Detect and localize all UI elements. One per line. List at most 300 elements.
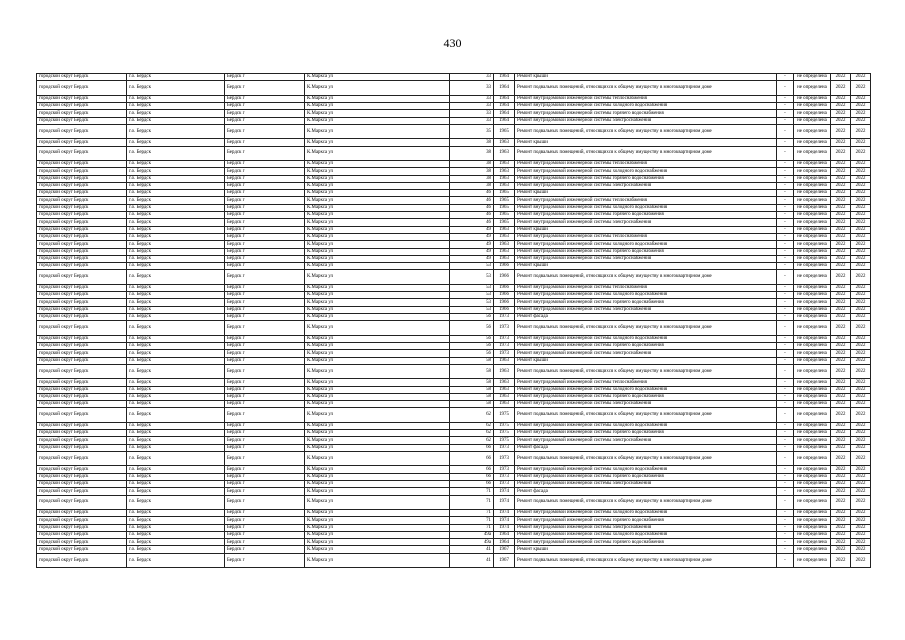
city-cell: Бердск г bbox=[225, 517, 305, 524]
house-number-cell: 62 bbox=[450, 430, 494, 437]
plan-year-cell: 2022 bbox=[831, 299, 851, 306]
plan-year-cell: 2022 bbox=[831, 117, 851, 124]
settlement-cell: г.о. Бердск bbox=[127, 452, 225, 466]
plan-year-cell: 2022 bbox=[831, 241, 851, 248]
settlement-cell: г.о. Бердск bbox=[127, 430, 225, 437]
settlement-cell: г.о. Бердск bbox=[127, 95, 225, 102]
table-body bbox=[37, 74, 871, 568]
end-year-cell: 2022 bbox=[851, 175, 871, 182]
year-cell: 1963 bbox=[494, 182, 515, 189]
work-type-cell: Ремонт внутридомовой инженерной системы горячего водоснабжения bbox=[515, 342, 777, 349]
dash-cell: - bbox=[777, 481, 794, 488]
plan-year-cell: 2022 bbox=[831, 263, 851, 270]
settlement-cell: г.о. Бердск bbox=[127, 342, 225, 349]
dash-cell: - bbox=[777, 509, 794, 516]
end-year-cell: 2022 bbox=[851, 408, 871, 422]
settlement-cell: г.о. Бердск bbox=[127, 124, 225, 138]
plan-year-cell: 2022 bbox=[831, 146, 851, 160]
dash-cell: - bbox=[777, 488, 794, 495]
table-row bbox=[37, 117, 871, 124]
house-number-cell: 71 bbox=[450, 524, 494, 531]
table-row bbox=[37, 524, 871, 531]
city-cell: Бердск г bbox=[225, 364, 305, 378]
dash-cell: - bbox=[777, 364, 794, 378]
year-cell: 1967 bbox=[494, 553, 515, 567]
dash-cell: - bbox=[777, 313, 794, 320]
dash-cell: - bbox=[777, 197, 794, 204]
table-row bbox=[37, 241, 871, 248]
street-cell: К.Маркса ул bbox=[305, 182, 450, 189]
year-cell: 1963 bbox=[494, 364, 515, 378]
house-number-cell: 71 bbox=[450, 517, 494, 524]
plan-year-cell: 2022 bbox=[831, 524, 851, 531]
dash-cell: - bbox=[777, 248, 794, 255]
cost-cell: не определена bbox=[794, 139, 831, 146]
municipality-cell: городской округ Бердск bbox=[37, 408, 127, 422]
municipality-cell: городской округ Бердск bbox=[37, 226, 127, 233]
street-cell: К.Маркса ул bbox=[305, 437, 450, 444]
cost-cell: не определена bbox=[794, 517, 831, 524]
cost-cell: не определена bbox=[794, 74, 831, 81]
table-row bbox=[37, 495, 871, 509]
plan-year-cell: 2022 bbox=[831, 226, 851, 233]
plan-year-cell: 2022 bbox=[831, 204, 851, 211]
street-cell: К.Маркса ул bbox=[305, 546, 450, 553]
municipality-cell: городской округ Бердск bbox=[37, 212, 127, 219]
end-year-cell: 2022 bbox=[851, 321, 871, 335]
dash-cell: - bbox=[777, 466, 794, 473]
street-cell: К.Маркса ул bbox=[305, 422, 450, 429]
dash-cell: - bbox=[777, 190, 794, 197]
dash-cell: - bbox=[777, 553, 794, 567]
table-row bbox=[37, 204, 871, 211]
city-cell: Бердск г bbox=[225, 241, 305, 248]
city-cell: Бердск г bbox=[225, 175, 305, 182]
street-cell: К.Маркса ул bbox=[305, 190, 450, 197]
settlement-cell: г.о. Бердск bbox=[127, 495, 225, 509]
street-cell: К.Маркса ул bbox=[305, 517, 450, 524]
work-type-cell: Ремонт крыши bbox=[515, 546, 777, 553]
year-cell: 1975 bbox=[494, 437, 515, 444]
house-number-cell: 38 bbox=[450, 146, 494, 160]
cost-cell: не определена bbox=[794, 241, 831, 248]
work-type-cell: Ремонт внутридомовой инженерной системы электроснабжения bbox=[515, 306, 777, 313]
work-type-cell: Ремонт крыши bbox=[515, 226, 777, 233]
plan-year-cell: 2022 bbox=[831, 379, 851, 386]
work-type-cell: Ремонт внутридомовой инженерной системы горячего водоснабжения bbox=[515, 517, 777, 524]
house-number-cell: 49 bbox=[450, 226, 494, 233]
cost-cell: не определена bbox=[794, 263, 831, 270]
end-year-cell: 2022 bbox=[851, 255, 871, 262]
dash-cell: - bbox=[777, 204, 794, 211]
year-cell: 1963 bbox=[494, 241, 515, 248]
settlement-cell: г.о. Бердск bbox=[127, 401, 225, 408]
city-cell: Бердск г bbox=[225, 531, 305, 538]
city-cell: Бердск г bbox=[225, 212, 305, 219]
table-row bbox=[37, 233, 871, 240]
work-type-cell: Ремонт внутридомовой инженерной системы горячего водоснабжения bbox=[515, 393, 777, 400]
cost-cell: не определена bbox=[794, 321, 831, 335]
municipality-cell: городской округ Бердск bbox=[37, 284, 127, 291]
end-year-cell: 2022 bbox=[851, 335, 871, 342]
house-number-cell: 71 bbox=[450, 509, 494, 516]
table-row bbox=[37, 263, 871, 270]
cost-cell: не определена bbox=[794, 524, 831, 531]
house-number-cell: 33 bbox=[450, 95, 494, 102]
municipality-cell: городской округ Бердск bbox=[37, 452, 127, 466]
city-cell: Бердск г bbox=[225, 401, 305, 408]
work-type-cell: Ремонт внутридомовой инженерной системы горячего водоснабжения bbox=[515, 473, 777, 480]
city-cell: Бердск г bbox=[225, 284, 305, 291]
settlement-cell: г.о. Бердск bbox=[127, 350, 225, 357]
city-cell: Бердск г bbox=[225, 495, 305, 509]
table-row bbox=[37, 531, 871, 538]
end-year-cell: 2022 bbox=[851, 117, 871, 124]
table-row bbox=[37, 350, 871, 357]
work-type-cell: Ремонт крыши bbox=[515, 139, 777, 146]
city-cell: Бердск г bbox=[225, 233, 305, 240]
table-row bbox=[37, 509, 871, 516]
cost-cell: не определена bbox=[794, 430, 831, 437]
settlement-cell: г.о. Бердск bbox=[127, 284, 225, 291]
municipality-cell: городской округ Бердск bbox=[37, 524, 127, 531]
year-cell: 1963 bbox=[494, 379, 515, 386]
house-number-cell: 38 bbox=[450, 182, 494, 189]
municipality-cell: городской округ Бердск bbox=[37, 350, 127, 357]
settlement-cell: г.о. Бердск bbox=[127, 160, 225, 167]
year-cell: 1973 bbox=[494, 481, 515, 488]
dash-cell: - bbox=[777, 386, 794, 393]
work-type-cell: Ремонт внутридомовой инженерной системы электроснабжения bbox=[515, 219, 777, 226]
settlement-cell: г.о. Бердск bbox=[127, 357, 225, 364]
end-year-cell: 2022 bbox=[851, 204, 871, 211]
year-cell: 1973 bbox=[494, 321, 515, 335]
table-row bbox=[37, 219, 871, 226]
plan-year-cell: 2022 bbox=[831, 350, 851, 357]
municipality-cell: городской округ Бердск bbox=[37, 364, 127, 378]
table-row bbox=[37, 270, 871, 284]
end-year-cell: 2022 bbox=[851, 452, 871, 466]
cost-cell: не определена bbox=[794, 212, 831, 219]
street-cell: К.Маркса ул bbox=[305, 263, 450, 270]
municipality-cell: городской округ Бердск bbox=[37, 495, 127, 509]
plan-year-cell: 2022 bbox=[831, 546, 851, 553]
end-year-cell: 2022 bbox=[851, 444, 871, 451]
house-number-cell: 53 bbox=[450, 270, 494, 284]
plan-year-cell: 2022 bbox=[831, 292, 851, 299]
street-cell: К.Маркса ул bbox=[305, 452, 450, 466]
year-cell: 1974 bbox=[494, 524, 515, 531]
table-row bbox=[37, 539, 871, 546]
table-row bbox=[37, 481, 871, 488]
plan-year-cell: 2022 bbox=[831, 539, 851, 546]
year-cell: 1974 bbox=[494, 488, 515, 495]
settlement-cell: г.о. Бердск bbox=[127, 241, 225, 248]
plan-year-cell: 2022 bbox=[831, 444, 851, 451]
cost-cell: не определена bbox=[794, 146, 831, 160]
city-cell: Бердск г bbox=[225, 335, 305, 342]
street-cell: К.Маркса ул bbox=[305, 204, 450, 211]
work-type-cell: Ремонт фасада bbox=[515, 488, 777, 495]
end-year-cell: 2022 bbox=[851, 219, 871, 226]
house-number-cell: 53 bbox=[450, 306, 494, 313]
plan-year-cell: 2022 bbox=[831, 357, 851, 364]
end-year-cell: 2022 bbox=[851, 364, 871, 378]
table-row bbox=[37, 357, 871, 364]
cost-cell: не определена bbox=[794, 102, 831, 109]
settlement-cell: г.о. Бердск bbox=[127, 226, 225, 233]
settlement-cell: г.о. Бердск bbox=[127, 393, 225, 400]
street-cell: К.Маркса ул bbox=[305, 509, 450, 516]
settlement-cell: г.о. Бердск bbox=[127, 488, 225, 495]
settlement-cell: г.о. Бердск bbox=[127, 379, 225, 386]
dash-cell: - bbox=[777, 146, 794, 160]
end-year-cell: 2022 bbox=[851, 284, 871, 291]
dash-cell: - bbox=[777, 531, 794, 538]
work-type-cell: Ремонт внутридомовой инженерной системы теплоснабжения bbox=[515, 379, 777, 386]
city-cell: Бердск г bbox=[225, 270, 305, 284]
street-cell: К.Маркса ул bbox=[305, 74, 450, 81]
end-year-cell: 2022 bbox=[851, 313, 871, 320]
dash-cell: - bbox=[777, 321, 794, 335]
settlement-cell: г.о. Бердск bbox=[127, 466, 225, 473]
street-cell: К.Маркса ул bbox=[305, 299, 450, 306]
table-row bbox=[37, 292, 871, 299]
house-number-cell: 49а bbox=[450, 531, 494, 538]
settlement-cell: г.о. Бердск bbox=[127, 168, 225, 175]
street-cell: К.Маркса ул bbox=[305, 364, 450, 378]
year-cell: 1966 bbox=[494, 306, 515, 313]
settlement-cell: г.о. Бердск bbox=[127, 531, 225, 538]
year-cell: 1974 bbox=[494, 517, 515, 524]
street-cell: К.Маркса ул bbox=[305, 524, 450, 531]
table-row bbox=[37, 401, 871, 408]
city-cell: Бердск г bbox=[225, 139, 305, 146]
dash-cell: - bbox=[777, 299, 794, 306]
year-cell: 1966 bbox=[494, 270, 515, 284]
table-row bbox=[37, 452, 871, 466]
municipality-cell: городской округ Бердск bbox=[37, 342, 127, 349]
work-type-cell: Ремонт подвальных помещений, относящихся к общему имуществу в многоквартирном доме bbox=[515, 452, 777, 466]
street-cell: К.Маркса ул bbox=[305, 270, 450, 284]
city-cell: Бердск г bbox=[225, 204, 305, 211]
street-cell: К.Маркса ул bbox=[305, 110, 450, 117]
work-type-cell: Ремонт внутридомовой инженерной системы теплоснабжения bbox=[515, 233, 777, 240]
dash-cell: - bbox=[777, 306, 794, 313]
cost-cell: не определена bbox=[794, 408, 831, 422]
end-year-cell: 2022 bbox=[851, 422, 871, 429]
settlement-cell: г.о. Бердск bbox=[127, 335, 225, 342]
dash-cell: - bbox=[777, 117, 794, 124]
settlement-cell: г.о. Бердск bbox=[127, 313, 225, 320]
plan-year-cell: 2022 bbox=[831, 74, 851, 81]
house-number-cell: 49 bbox=[450, 255, 494, 262]
settlement-cell: г.о. Бердск bbox=[127, 509, 225, 516]
year-cell: 1964 bbox=[494, 110, 515, 117]
city-cell: Бердск г bbox=[225, 160, 305, 167]
year-cell: 1975 bbox=[494, 422, 515, 429]
city-cell: Бердск г bbox=[225, 466, 305, 473]
year-cell: 1963 bbox=[494, 226, 515, 233]
city-cell: Бердск г bbox=[225, 386, 305, 393]
settlement-cell: г.о. Бердск bbox=[127, 212, 225, 219]
page-number: 430 bbox=[443, 36, 462, 50]
dash-cell: - bbox=[777, 175, 794, 182]
work-type-cell: Ремонт подвальных помещений, относящихся к общему имуществу в многоквартирном доме bbox=[515, 495, 777, 509]
work-type-cell: Ремонт внутридомовой инженерной системы теплоснабжения bbox=[515, 95, 777, 102]
table-row bbox=[37, 466, 871, 473]
year-cell: 1963 bbox=[494, 168, 515, 175]
municipality-cell: городской округ Бердск bbox=[37, 299, 127, 306]
street-cell: К.Маркса ул bbox=[305, 212, 450, 219]
city-cell: Бердск г bbox=[225, 350, 305, 357]
municipality-cell: городской округ Бердск bbox=[37, 124, 127, 138]
dash-cell: - bbox=[777, 263, 794, 270]
city-cell: Бердск г bbox=[225, 481, 305, 488]
dash-cell: - bbox=[777, 335, 794, 342]
street-cell: К.Маркса ул bbox=[305, 430, 450, 437]
work-type-cell: Ремонт подвальных помещений, относящихся к общему имуществу в многоквартирном доме bbox=[515, 124, 777, 138]
street-cell: К.Маркса ул bbox=[305, 481, 450, 488]
city-cell: Бердск г bbox=[225, 437, 305, 444]
settlement-cell: г.о. Бердск bbox=[127, 110, 225, 117]
dash-cell: - bbox=[777, 102, 794, 109]
house-number-cell: 56 bbox=[450, 321, 494, 335]
cost-cell: не определена bbox=[794, 248, 831, 255]
dash-cell: - bbox=[777, 357, 794, 364]
dash-cell: - bbox=[777, 160, 794, 167]
dash-cell: - bbox=[777, 74, 794, 81]
city-cell: Бердск г bbox=[225, 379, 305, 386]
house-number-cell: 38 bbox=[450, 168, 494, 175]
cost-cell: не определена bbox=[794, 219, 831, 226]
plan-year-cell: 2022 bbox=[831, 408, 851, 422]
street-cell: К.Маркса ул bbox=[305, 124, 450, 138]
dash-cell: - bbox=[777, 95, 794, 102]
dash-cell: - bbox=[777, 430, 794, 437]
municipality-cell: городской округ Бердск bbox=[37, 241, 127, 248]
cost-cell: не определена bbox=[794, 233, 831, 240]
settlement-cell: г.о. Бердск bbox=[127, 408, 225, 422]
cost-cell: не определена bbox=[794, 117, 831, 124]
house-number-cell: 33 bbox=[450, 117, 494, 124]
plan-year-cell: 2022 bbox=[831, 110, 851, 117]
table-row bbox=[37, 110, 871, 117]
municipality-cell: городской округ Бердск bbox=[37, 160, 127, 167]
street-cell: К.Маркса ул bbox=[305, 473, 450, 480]
dash-cell: - bbox=[777, 233, 794, 240]
dash-cell: - bbox=[777, 546, 794, 553]
street-cell: К.Маркса ул bbox=[305, 444, 450, 451]
street-cell: К.Маркса ул bbox=[305, 284, 450, 291]
city-cell: Бердск г bbox=[225, 524, 305, 531]
cost-cell: не определена bbox=[794, 350, 831, 357]
municipality-cell: городской округ Бердск bbox=[37, 509, 127, 516]
municipality-cell: городской округ Бердск bbox=[37, 313, 127, 320]
city-cell: Бердск г bbox=[225, 321, 305, 335]
settlement-cell: г.о. Бердск bbox=[127, 248, 225, 255]
year-cell: 1963 bbox=[494, 160, 515, 167]
plan-year-cell: 2022 bbox=[831, 342, 851, 349]
street-cell: К.Маркса ул bbox=[305, 393, 450, 400]
year-cell: 1963 bbox=[494, 139, 515, 146]
house-number-cell: 66 bbox=[450, 466, 494, 473]
street-cell: К.Маркса ул bbox=[305, 466, 450, 473]
end-year-cell: 2022 bbox=[851, 481, 871, 488]
city-cell: Бердск г bbox=[225, 444, 305, 451]
plan-year-cell: 2022 bbox=[831, 313, 851, 320]
municipality-cell: городской округ Бердск bbox=[37, 546, 127, 553]
cost-cell: не определена bbox=[794, 313, 831, 320]
municipality-cell: городской округ Бердск bbox=[37, 146, 127, 160]
work-type-cell: Ремонт внутридомовой инженерной системы электроснабжения bbox=[515, 401, 777, 408]
house-number-cell: 46 bbox=[450, 212, 494, 219]
municipality-cell: городской округ Бердск bbox=[37, 175, 127, 182]
street-cell: К.Маркса ул bbox=[305, 350, 450, 357]
house-number-cell: 56 bbox=[450, 342, 494, 349]
dash-cell: - bbox=[777, 524, 794, 531]
work-type-cell: Ремонт внутридомовой инженерной системы холодного водоснабжения bbox=[515, 241, 777, 248]
municipality-cell: городской округ Бердск bbox=[37, 263, 127, 270]
table-row bbox=[37, 473, 871, 480]
end-year-cell: 2022 bbox=[851, 124, 871, 138]
cost-cell: не определена bbox=[794, 168, 831, 175]
work-type-cell: Ремонт внутридомовой инженерной системы горячего водоснабжения bbox=[515, 430, 777, 437]
year-cell: 1966 bbox=[494, 299, 515, 306]
year-cell: 1967 bbox=[494, 546, 515, 553]
work-type-cell: Ремонт внутридомовой инженерной системы холодного водоснабжения bbox=[515, 292, 777, 299]
settlement-cell: г.о. Бердск bbox=[127, 321, 225, 335]
settlement-cell: г.о. Бердск bbox=[127, 255, 225, 262]
year-cell: 1973 bbox=[494, 313, 515, 320]
house-number-cell: 33 bbox=[450, 110, 494, 117]
house-number-cell: 33 bbox=[450, 74, 494, 81]
work-type-cell: Ремонт внутридомовой инженерной системы холодного водоснабжения bbox=[515, 509, 777, 516]
plan-year-cell: 2022 bbox=[831, 437, 851, 444]
municipality-cell: городской округ Бердск bbox=[37, 335, 127, 342]
city-cell: Бердск г bbox=[225, 342, 305, 349]
dash-cell: - bbox=[777, 226, 794, 233]
table-row bbox=[37, 248, 871, 255]
plan-year-cell: 2022 bbox=[831, 452, 851, 466]
end-year-cell: 2022 bbox=[851, 495, 871, 509]
house-number-cell: 56 bbox=[450, 350, 494, 357]
plan-year-cell: 2022 bbox=[831, 495, 851, 509]
year-cell: 1964 bbox=[494, 531, 515, 538]
work-type-cell: Ремонт внутридомовой инженерной системы горячего водоснабжения bbox=[515, 539, 777, 546]
municipality-cell: городской округ Бердск bbox=[37, 248, 127, 255]
street-cell: К.Маркса ул bbox=[305, 488, 450, 495]
table-row bbox=[37, 488, 871, 495]
municipality-cell: городской округ Бердск bbox=[37, 481, 127, 488]
year-cell: 1963 bbox=[494, 233, 515, 240]
house-number-cell: 49 bbox=[450, 248, 494, 255]
end-year-cell: 2022 bbox=[851, 473, 871, 480]
work-type-cell: Ремонт подвальных помещений, относящихся к общему имуществу в многоквартирном доме bbox=[515, 321, 777, 335]
cost-cell: не определена bbox=[794, 182, 831, 189]
cost-cell: не определена bbox=[794, 531, 831, 538]
house-number-cell: 41 bbox=[450, 553, 494, 567]
cost-cell: не определена bbox=[794, 226, 831, 233]
street-cell: К.Маркса ул bbox=[305, 386, 450, 393]
street-cell: К.Маркса ул bbox=[305, 241, 450, 248]
house-number-cell: 66 bbox=[450, 452, 494, 466]
plan-year-cell: 2022 bbox=[831, 306, 851, 313]
end-year-cell: 2022 bbox=[851, 546, 871, 553]
end-year-cell: 2022 bbox=[851, 139, 871, 146]
work-type-cell: Ремонт внутридомовой инженерной системы холодного водоснабжения bbox=[515, 386, 777, 393]
table-row bbox=[37, 517, 871, 524]
